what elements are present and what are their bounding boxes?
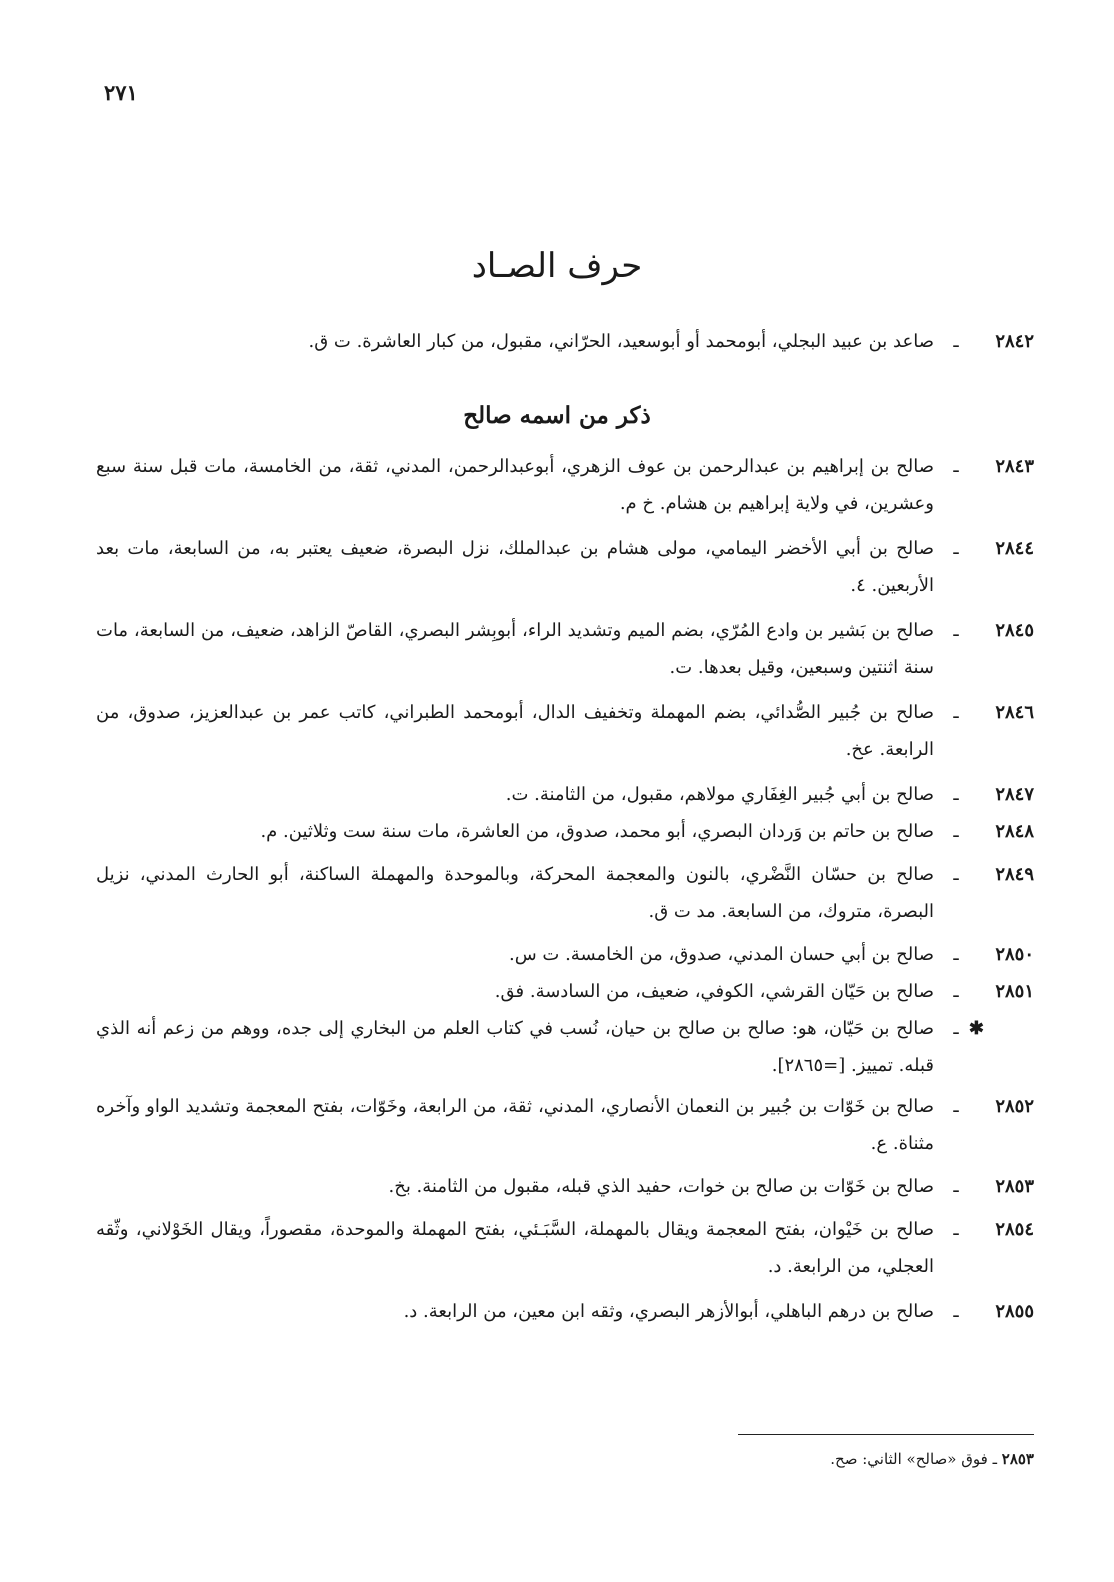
entry-text: صالح بن حاتم بن وَردان البصري، أبو محمد، صدوق، من العاشرة، مات سنة ست وثلاثين. م. bbox=[260, 821, 934, 842]
entry bbox=[96, 936, 1034, 973]
entry-dash: ـ bbox=[953, 864, 959, 885]
entry-text: صالح بن أبي جُبير الغِفَاري مولاهم، مقبول، من الثامنة. ت. bbox=[505, 784, 934, 805]
entry-number: ٢٨٤٨ bbox=[995, 821, 1034, 842]
star-marker: ✱ bbox=[968, 1018, 984, 1039]
entry bbox=[96, 813, 1034, 850]
entry-number: ٢٨٥٠ bbox=[995, 944, 1034, 965]
entry bbox=[96, 694, 1034, 768]
entry bbox=[96, 973, 1034, 1010]
entry-dash: ـ bbox=[953, 620, 959, 641]
entry-dash: ـ bbox=[953, 538, 959, 559]
entry-number: ٢٨٤٧ bbox=[995, 784, 1034, 805]
entry-number: ٢٨٤٥ bbox=[995, 620, 1034, 641]
entry-text: صالح بن حَيّان، هو: صالح بن صالح بن حيان، نُسب في كتاب العلم من البخاري إلى جده، ووهم من زعم أنه الذي قبله. تمييز. [=٢٨٦٥]. bbox=[96, 1018, 934, 1076]
entry-dash: ـ bbox=[953, 456, 959, 477]
entry bbox=[96, 1088, 1034, 1162]
entry-text: صالح بن خَيْوان، بفتح المعجمة ويقال بالمهملة، السَّبَـئي، بفتح المهملة والموحدة، مقصوراً، ويقال الخَوْلاني، وثّقه العجلي، من الرابعة. د. bbox=[96, 1219, 934, 1277]
entry bbox=[96, 530, 1034, 604]
entry-dash: ـ bbox=[953, 702, 959, 723]
entry-dash: ـ bbox=[953, 331, 959, 352]
entry bbox=[96, 612, 1034, 686]
entry-text: صالح بن بَشير بن وادع المُرّي، بضم الميم وتشديد الراء، أبوبِشر البصري، القاصّ الزاهد، ضعيف، من السابعة، مات سنة اثنتين وسبعين، وقيل بعدها. ت. bbox=[96, 620, 934, 678]
entry-text: صاعد بن عبيد البجلي، أبومحمد أو أبوسعيد، الحرّاني، مقبول، من كبار العاشرة. ت ق. bbox=[308, 331, 934, 352]
footnote-number: ٢٨٥٣ bbox=[1001, 1450, 1034, 1468]
entry bbox=[96, 776, 1034, 813]
entry-dash: ـ bbox=[953, 1219, 959, 1240]
entry-number: ٢٨٥٢ bbox=[995, 1096, 1034, 1117]
section-heading: ذكر من اسمه صالح bbox=[463, 402, 651, 429]
first-entry-block bbox=[96, 323, 1034, 360]
footnote-dash: ـ bbox=[992, 1450, 997, 1468]
footnote bbox=[600, 1446, 1034, 1472]
page-number: ٢٧١ bbox=[104, 80, 138, 105]
entry-number: ٢٨٤٢ bbox=[995, 331, 1034, 352]
entry bbox=[96, 323, 1034, 360]
entry-number: ٢٨٤٦ bbox=[995, 702, 1034, 723]
entry-text: صالح بن درهم الباهلي، أبوالأزهر البصري، وثقه ابن معين، من الرابعة. د. bbox=[403, 1301, 934, 1322]
entry-text: صالح بن أبي حسان المدني، صدوق، من الخامسة. ت س. bbox=[509, 944, 934, 965]
entry-dash: ـ bbox=[953, 981, 959, 1002]
chapter-title: حرف الصـاد bbox=[471, 246, 643, 286]
entry-number: ٢٨٤٩ bbox=[995, 864, 1034, 885]
entry-dash: ـ bbox=[953, 784, 959, 805]
entry-number: ٢٨٥٣ bbox=[995, 1176, 1034, 1197]
footnote-divider bbox=[738, 1434, 1034, 1435]
entry-dash: ـ bbox=[953, 1176, 959, 1197]
entry-text: صالح بن حسّان النَّضْري، بالنون والمعجمة المحركة، وبالموحدة والمهملة الساكنة، أبو الحارث المدني، نزيل البصرة، متروك، من السابعة. مد ت ق. bbox=[96, 864, 934, 922]
entry bbox=[96, 1211, 1034, 1285]
entry-number: ٢٨٥٥ bbox=[995, 1301, 1034, 1322]
entry bbox=[96, 1293, 1034, 1330]
entry-text: صالح بن جُبير الصُّدائي، بضم المهملة وتخفيف الدال، أبومحمد الطبراني، كاتب عمر بن عبدالعزيز، صدوق، من الرابعة. عخ. bbox=[96, 702, 934, 760]
entry-number: ٢٨٤٣ bbox=[995, 456, 1034, 477]
entry-number: ٢٨٥٤ bbox=[995, 1219, 1034, 1240]
entry-dash: ـ bbox=[953, 1096, 959, 1117]
entry-dash: ـ bbox=[953, 1301, 959, 1322]
entry-list bbox=[96, 448, 1034, 1330]
entry bbox=[96, 448, 1034, 522]
entry-text: صالح بن خَوّات بن صالح بن خوات، حفيد الذي قبله، مقبول من الثامنة. بخ. bbox=[388, 1176, 934, 1197]
entry-text: صالح بن إبراهيم بن عبدالرحمن بن عوف الزهري، أبوعبدالرحمن، المدني، ثقة، من الخامسة، مات قبل سنة سبع وعشرين، في ولاية إبراهيم بن هشام. خ م. bbox=[96, 456, 934, 514]
footnote-text: فوق «صالح» الثاني: صح. bbox=[830, 1450, 988, 1468]
entry-number: ٢٨٥١ bbox=[995, 981, 1034, 1002]
entry-dash: ـ bbox=[953, 821, 959, 842]
entry-number: ٢٨٤٤ bbox=[995, 538, 1034, 559]
entry-cross-reference bbox=[96, 1010, 1034, 1084]
entry-text: صالح بن خَوّات بن جُبير بن النعمان الأنصاري، المدني، ثقة، من الرابعة، وخَوّات، بفتح المعجمة وتشديد الواو وآخره مثناة. ع. bbox=[96, 1096, 934, 1154]
entry-dash: ـ bbox=[953, 1018, 959, 1039]
entry bbox=[96, 1168, 1034, 1205]
entry-text: صالح بن أبي الأخضر اليمامي، مولى هشام بن عبدالملك، نزل البصرة، ضعيف يعتبر به، من السابعة، مات بعد الأربعين. ٤. bbox=[96, 538, 934, 596]
entry-text: صالح بن حَيّان القرشي، الكوفي، ضعيف، من السادسة. فق. bbox=[494, 981, 934, 1002]
entry bbox=[96, 856, 1034, 930]
entry-dash: ـ bbox=[953, 944, 959, 965]
